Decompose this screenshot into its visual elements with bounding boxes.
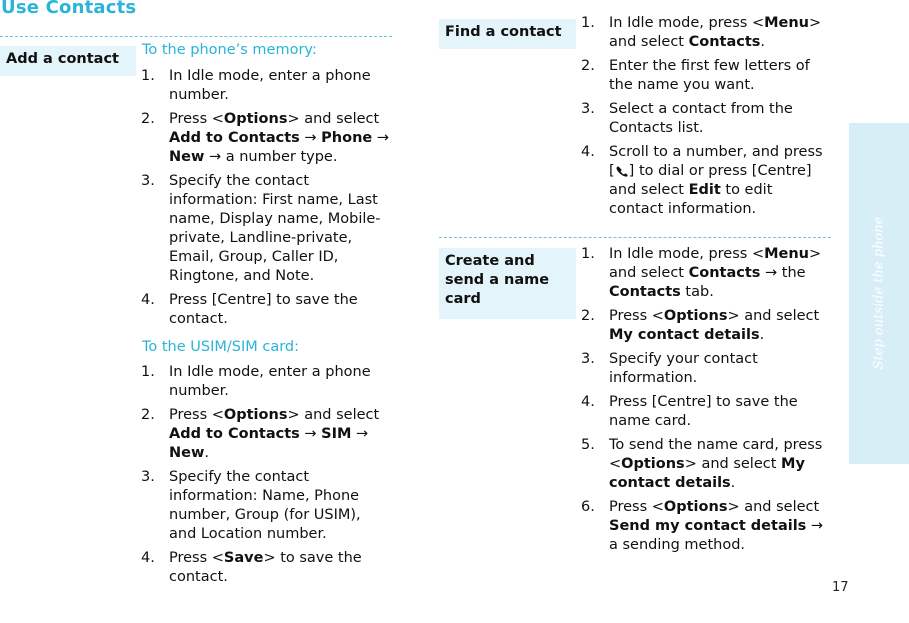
page-title: Use Contacts: [1, 0, 137, 18]
step-item: [141, 468, 391, 544]
section-label-find-contact: Find a contact: [439, 19, 576, 49]
step-number: 4.: [141, 550, 155, 566]
step-item: [581, 393, 831, 431]
step-number: 3.: [141, 173, 155, 189]
step-number: 4.: [141, 292, 155, 308]
step-item: [581, 57, 831, 95]
send-key-icon: [615, 165, 629, 177]
step-text: In Idle mode, press <Menu> and select Contacts.: [609, 15, 822, 50]
step-number: 1.: [581, 15, 595, 31]
step-text: In Idle mode, press <Menu> and select Contacts → the Contacts tab.: [609, 246, 822, 300]
step-number: 2.: [581, 58, 595, 74]
step-text: Press <Options> and select Send my contact details → a sending method.: [609, 499, 824, 553]
step-item: [581, 100, 831, 138]
step-text: To send the name card, press <Options> and select My contact details.: [609, 437, 823, 491]
step-item: [581, 14, 831, 52]
step-item: [581, 307, 831, 345]
steps-find-contact: [581, 14, 831, 224]
step-text: Press <Options> and select My contact details.: [609, 308, 820, 343]
step-item: [581, 498, 831, 555]
step-text: Specify your contact information.: [609, 351, 758, 386]
step-item: [141, 363, 391, 401]
step-text: Enter the first few letters of the name you want.: [609, 58, 810, 93]
step-text: Press [Centre] to save the name card.: [609, 394, 798, 429]
step-item: [581, 143, 831, 219]
step-item: [581, 245, 831, 302]
step-number: 3.: [141, 469, 155, 485]
section-label-name-card: Create and send a name card: [439, 248, 576, 319]
step-number: 2.: [141, 111, 155, 127]
divider: [439, 237, 831, 238]
divider: [0, 36, 392, 37]
subheading-phone-memory: To the phone’s memory:: [142, 42, 317, 58]
side-tab-text: Step outside the phone: [871, 216, 887, 370]
step-text: Specify the contact information: Name, Phone number, Group (for USIM), and Location number.: [169, 469, 361, 542]
step-number: 4.: [581, 394, 595, 410]
step-text: Press <Options> and select Add to Contacts → Phone → New → a number type.: [169, 111, 389, 165]
step-number: 1.: [581, 246, 595, 262]
step-text: Press <Options> and select Add to Contacts → SIM → New.: [169, 407, 380, 461]
steps-phone-memory: [141, 67, 391, 334]
steps-name-card: [581, 245, 831, 560]
step-number: 4.: [581, 144, 595, 160]
step-item: [141, 406, 391, 463]
step-text: Scroll to a number, and press [ ] to dial or press [Centre] and select Edit to edit contact information.: [609, 144, 823, 217]
step-item: [141, 291, 391, 329]
step-item: [141, 549, 391, 587]
section-label-add-contact: Add a contact: [0, 46, 136, 76]
step-number: 3.: [581, 101, 595, 117]
subheading-sim-card: To the USIM/SIM card:: [142, 339, 300, 355]
step-item: [141, 67, 391, 105]
step-item: [581, 436, 831, 493]
step-text: In Idle mode, enter a phone number.: [169, 68, 371, 103]
step-item: [141, 172, 391, 286]
step-number: 5.: [581, 437, 595, 453]
step-text: Specify the contact information: First name, Last name, Display name, Mobile-private, Landline-private, Email, Group, Caller ID, Ringtone, and Note.: [169, 173, 381, 284]
step-text: Press <Save> to save the contact.: [169, 550, 362, 585]
page-number: 17: [832, 580, 849, 595]
step-item: [141, 110, 391, 167]
step-number: 2.: [141, 407, 155, 423]
step-number: 1.: [141, 364, 155, 380]
step-item: [581, 350, 831, 388]
step-text: In Idle mode, enter a phone number.: [169, 364, 371, 399]
step-number: 2.: [581, 308, 595, 324]
step-text: Press [Centre] to save the contact.: [169, 292, 358, 327]
steps-sim-card: [141, 363, 391, 592]
step-text: Select a contact from the Contacts list.: [609, 101, 793, 136]
step-number: 6.: [581, 499, 595, 515]
step-number: 3.: [581, 351, 595, 367]
step-number: 1.: [141, 68, 155, 84]
